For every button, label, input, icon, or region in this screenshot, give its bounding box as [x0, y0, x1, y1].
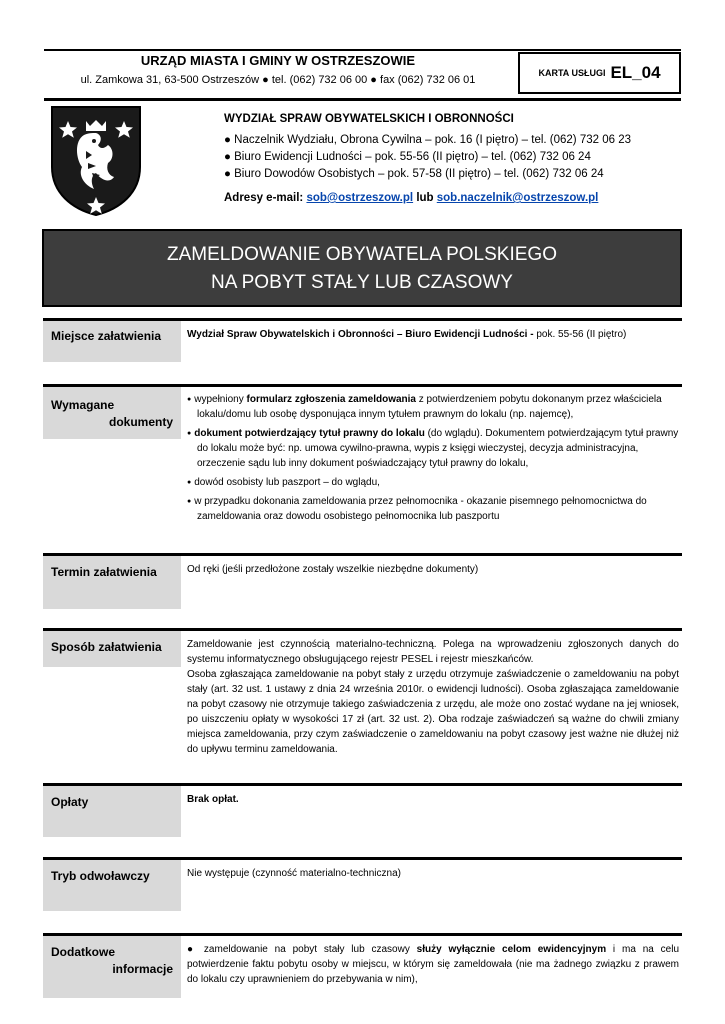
list-item: ● wypełniony formularz zgłoszenia zameldowania z potwierdzeniem pobytu dokonanym przez właściciela lokalu/domu lub osobę dysponująca innym tytułem prawnym do lokalu (np. najemcę),	[187, 392, 679, 422]
service-card-label: KARTA USŁUGI	[538, 68, 606, 78]
section-dodatkowe	[43, 933, 682, 1003]
list-item: ● w przypadku dokonania zameldowania przez pełnomocnika - okazanie pisemnego pełnomocnictwa do zameldowania oraz dowodu osobistego pełnomocnika lub paszportu	[187, 494, 679, 524]
section-label-line-1: Wymagane	[51, 398, 115, 412]
email-link-naczelnik[interactable]: sob.naczelnik@ostrzeszow.pl	[436, 192, 599, 204]
section-body	[187, 321, 679, 342]
section-body	[187, 387, 679, 528]
section-label: Tryb odwoławczy	[43, 860, 181, 911]
section-tryb	[43, 857, 682, 911]
section-label-line-2: informacje	[112, 962, 173, 976]
banner-line-2: NA POBYT STAŁY LUB CZASOWY	[211, 272, 513, 293]
office-title: URZĄD MIASTA I GMINY W OSTRZESZOWIE	[140, 53, 416, 68]
section-oplaty	[43, 783, 682, 837]
service-card-code: EL_04	[610, 63, 661, 82]
document-title-banner	[42, 229, 682, 307]
header-rule	[44, 98, 681, 101]
contact-line: ● Biuro Ewidencji Ludności – pok. 55-56 (II piętro) – tel. (062) 732 06 24	[224, 151, 591, 163]
top-rule	[44, 49, 681, 51]
service-card-box	[518, 52, 681, 94]
email-line	[224, 190, 684, 207]
email-label: Adresy e-mail:	[224, 192, 304, 204]
coat-of-arms-icon	[50, 105, 142, 217]
section-label-line-2: dokumenty	[108, 415, 173, 429]
paragraph: Osoba zgłaszająca zameldowanie na pobyt stały z urzędu otrzymuje zaświadczenie o zameldowaniu na pobyt stały (art. 32 ust. 1 ustawy z dnia 24 września 2010r. o ewidencji ludności). Osoba zgłaszająca zameldowanie na pobyt czasowy nie otrzymuje takiego zaświadczenia z urzędu, ale może ono zostać wydane na jej wniosek, po uiszczeniu opłaty w wysokości 17 zł (art. 32 ust. 2). Oba rodzaje zaświadczeń są ważne do chwili zmiany miejsca zameldowania, przy czym zaświadczenie o zameldowaniu na pobyt czasowy jest ważne nie dłużej niż do upływu terminu zameldowania.	[187, 669, 679, 755]
section-label: Sposób załatwienia	[43, 631, 181, 667]
section-miejsce	[43, 318, 682, 362]
contact-line: ● Biuro Dowodów Osobistych – pok. 57-58 (II piętro) – tel. (062) 732 06 24	[224, 168, 604, 180]
office-address: ul. Zamkowa 31, 63-500 Ostrzeszów ● tel. (062) 732 06 00 ● fax (062) 732 06 01	[80, 74, 476, 86]
paragraph: Zameldowanie jest czynnością materialno-techniczną. Polega na wprowadzeniu zgłoszonych danych do systemu informatycznego obsługującego rejestr PESEL i rejestr mieszkańców.	[187, 639, 679, 665]
email-link-sob[interactable]: sob@ostrzeszow.pl	[306, 192, 414, 204]
section-label: Opłaty	[43, 786, 181, 837]
section-sposob	[43, 628, 682, 778]
department-info	[224, 111, 684, 207]
contact-line: ● Naczelnik Wydziału, Obrona Cywilna – pok. 16 (I piętro) – tel. (062) 732 06 23	[224, 134, 631, 146]
section-label	[43, 387, 181, 439]
list-item: ● dokument potwierdzający tytuł prawny do lokalu (do wglądu). Dokumentem potwierdzającym tytuł prawny do lokalu może być: np. umowa cywilno-prawna, wypis z księgi wieczystej, decyzja administracyjna, orzeczenie sądu lub inny dokument poświadczający tytuł prawny do lokalu,	[187, 426, 679, 471]
department-title: WYDZIAŁ SPRAW OBYWATELSKICH I OBRONNOŚCI	[224, 113, 514, 125]
section-label-line-1: Dodatkowe	[51, 945, 116, 959]
office-header	[44, 53, 512, 87]
section-body: Od ręki (jeśli przedłożone zostały wszelkie niezbędne dokumenty)	[187, 564, 479, 575]
section-body	[187, 786, 679, 807]
section-body: Nie występuje (czynność materialno-techniczna)	[187, 868, 401, 879]
section-label: Termin załatwienia	[43, 556, 181, 609]
section-termin	[43, 553, 682, 609]
section-dokumenty	[43, 384, 682, 546]
place-room: pok. 55-56 (II piętro)	[533, 329, 627, 340]
section-body	[187, 936, 679, 987]
info-item: ● zameldowanie na pobyt stały lub czasowy służy wyłącznie celom ewidencyjnym i ma na celu potwierdzenie faktu pobytu osoby w miejscu, w którym się zameldowała (nie ma żadnego związku z prawem do lokalu czy uprawnieniem do przebywania w nim),	[187, 944, 679, 985]
fees-text: Brak opłat.	[187, 794, 239, 805]
section-body	[187, 631, 679, 757]
banner-line-1: ZAMELDOWANIE OBYWATELA POLSKIEGO	[167, 244, 557, 265]
email-separator: lub	[416, 192, 434, 204]
section-label: Miejsce załatwienia	[43, 321, 181, 362]
place-bold: Wydział Spraw Obywatelskich i Obronności – Biuro Ewidencji Ludności -	[187, 329, 534, 340]
section-label	[43, 936, 181, 998]
list-item: ● dowód osobisty lub paszport – do wglądu,	[187, 475, 679, 490]
